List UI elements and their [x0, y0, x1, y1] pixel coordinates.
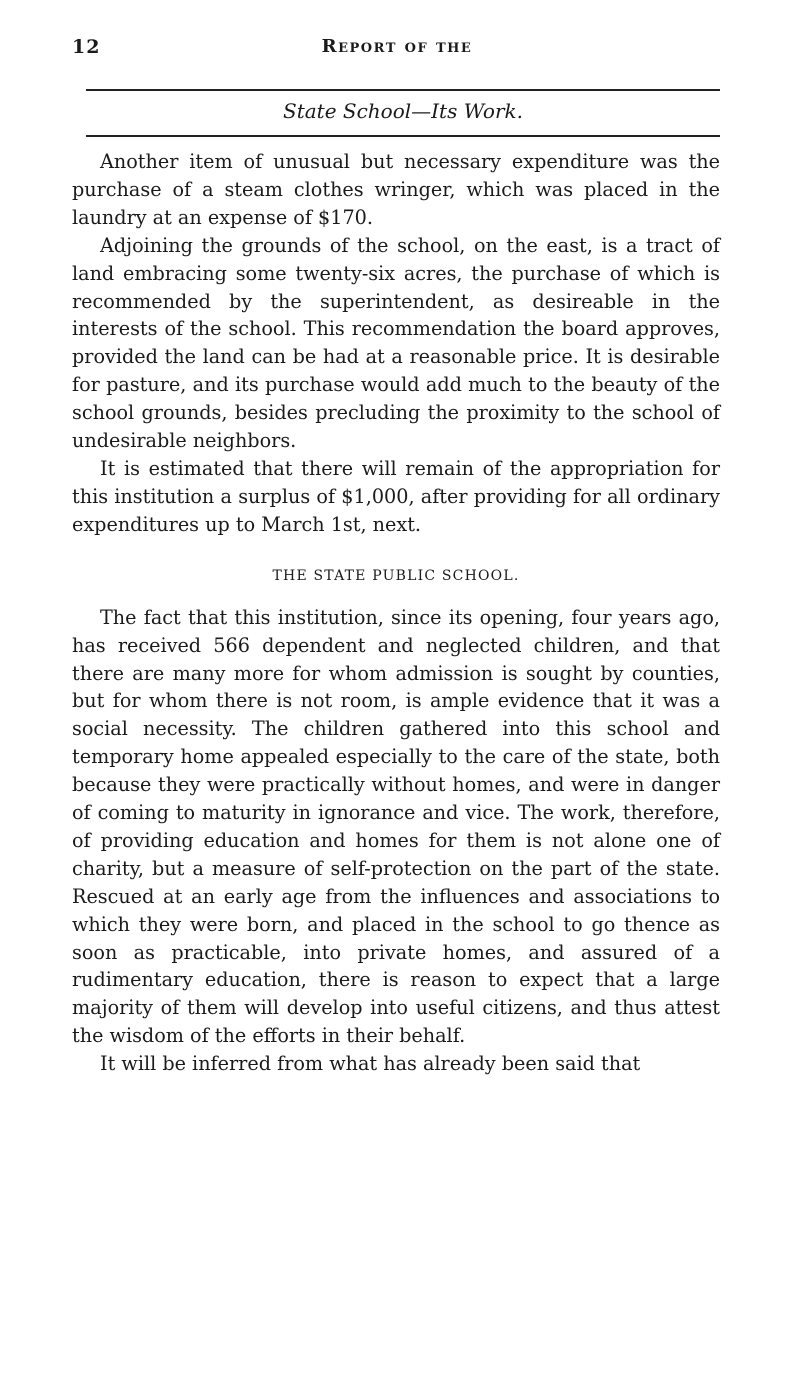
section-title: State School—Its Work. — [283, 99, 523, 123]
paragraph: Another item of unusual but necessary expenditure was the purchase of a steam clothes wringer, which was placed in the laundry at an expense of $170. — [72, 150, 720, 229]
subheading: THE STATE PUBLIC SCHOOL. — [272, 567, 520, 584]
paragraph: The fact that this institution, since its opening, four years ago, has received 566 dependent and neglected children, and that there are many more for whom admission is sought by counties, but for whom there is not room, is ample evidence that it was a social necessity. The children gathered into this school and temporary home appealed especially to the care of the state, both because they were practically without homes, and were in danger of coming to maturity in ignorance and vice. The work, therefore, of providing education and homes for them is not alone one of charity, but a measure of self-protection on the part of the state. Rescued at an early age from the influences and associations to which they were born, and placed in the school to go thence as soon as practicable, into private homes, and assured of a rudimentary education, there is reason to expect that a large majority of them will develop into useful citizens, and thus attest the wisdom of the efforts in their behalf. — [72, 605, 720, 1048]
running-title: Report of the — [321, 36, 473, 57]
page-number: 12 — [72, 36, 101, 58]
paragraph: It is estimated that there will remain of the appropriation for this institution a surplus of $1,000, after providing for all ordinary expenditures up to March 1st, next. — [72, 456, 720, 536]
top-divider — [86, 89, 720, 91]
paragraph: Adjoining the grounds of the school, on the east, is a tract of land embracing some twenty-six acres, the purchase of which is recommended by the superintendent, as desireable in the interests of the school. This recommendation the board approves, provided the land can be had at a reasonable price. It is desirable for pasture, and its purchase would add much to the beauty of the school grounds, besides precluding the proximity to the school of undesirable neighbors. — [72, 233, 720, 453]
bottom-divider — [86, 135, 720, 137]
paragraph: It will be inferred from what has already been said that — [100, 1052, 641, 1076]
page-header — [72, 30, 722, 60]
body-text — [72, 148, 720, 1078]
